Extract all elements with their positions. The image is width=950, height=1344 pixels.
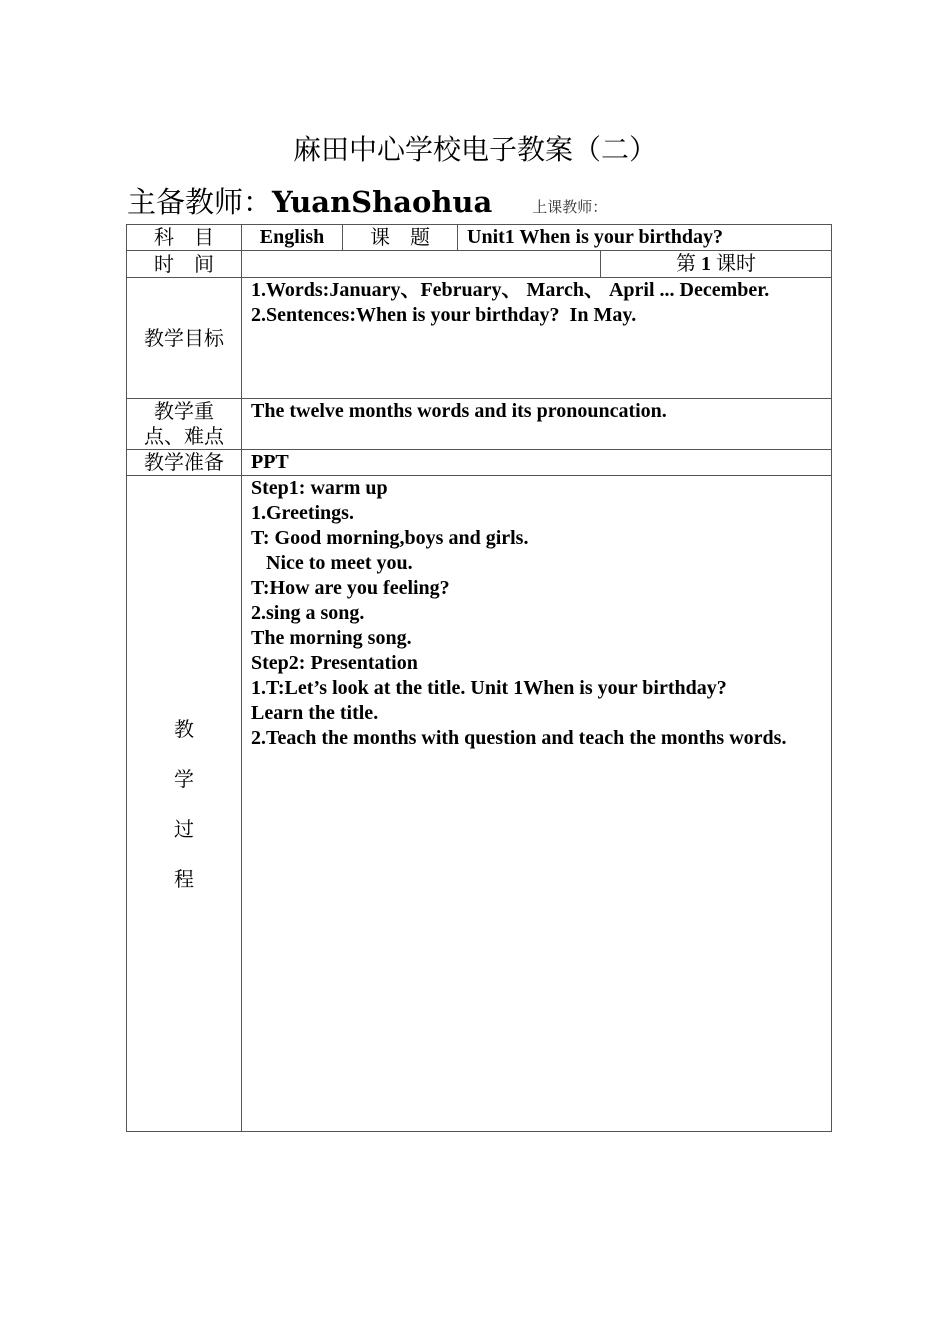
main-teacher-label: 主备教师： (127, 185, 273, 219)
process-label-char: 过 (174, 816, 194, 841)
table-row (127, 399, 832, 450)
key-points-value: The twelve months words and its pronouncation. (242, 399, 832, 450)
topic-label: 课 题 (343, 225, 458, 251)
period-suffix: 课时 (716, 251, 756, 275)
table-row (127, 251, 832, 278)
table-row (127, 476, 832, 1132)
process-line: Step2: Presentation (251, 652, 418, 674)
process-label-char: 学 (174, 766, 194, 791)
lesson-plan-table (126, 224, 832, 1132)
lecturer-label: 上课教师： (532, 198, 608, 216)
table-row (127, 450, 832, 476)
teacher-info (127, 180, 827, 220)
process-label-char: 教 (174, 716, 194, 741)
process-line: T:How are you feeling? (251, 577, 450, 599)
main-teacher (127, 180, 492, 221)
process-line: Learn the title. (251, 702, 379, 724)
process-line: Step1: warm up (251, 477, 388, 499)
table-row (127, 278, 832, 399)
subject-label: 科 目 (127, 225, 242, 251)
period-prefix: 第 (676, 251, 696, 275)
process-line: Nice to meet you. (251, 552, 413, 574)
process-cell (242, 476, 832, 1132)
subject-value: English (242, 225, 343, 251)
key-points-label (127, 399, 242, 450)
process-line: T: Good morning,boys and girls. (251, 527, 529, 549)
objectives-label: 教学目标 (127, 278, 242, 399)
main-teacher-name: YuanShaohua (272, 185, 493, 219)
period-cell (601, 251, 832, 278)
process-label-char: 程 (174, 866, 194, 891)
objective-line: 2.Sentences:When is your birthday? In May. (251, 304, 637, 326)
key-points-label-line: 教学重 (154, 399, 214, 423)
table-row (127, 225, 832, 251)
objectives-cell (242, 278, 832, 399)
time-value (242, 251, 601, 278)
time-label: 时 间 (127, 251, 242, 278)
topic-value: Unit1 When is your birthday? (458, 225, 832, 251)
preparation-value: PPT (242, 450, 832, 476)
process-line: The morning song. (251, 627, 412, 649)
process-label (127, 476, 242, 1132)
process-line: 1.T:Let’s look at the title. Unit 1When is your birthday? (251, 677, 727, 699)
process-line: 1.Greetings. (251, 502, 354, 524)
preparation-label: 教学准备 (127, 450, 242, 476)
process-line: 2.sing a song. (251, 602, 365, 624)
key-points-label-line: 点、难点 (144, 424, 224, 448)
process-line: 2.Teach the months with question and teach the months words. (251, 727, 787, 749)
period-number: 1 (701, 253, 711, 275)
objective-line: 1.Words:January、February、 March、 April ... December. (251, 279, 770, 301)
page-title: 麻田中心学校电子教案（二） (292, 133, 657, 166)
